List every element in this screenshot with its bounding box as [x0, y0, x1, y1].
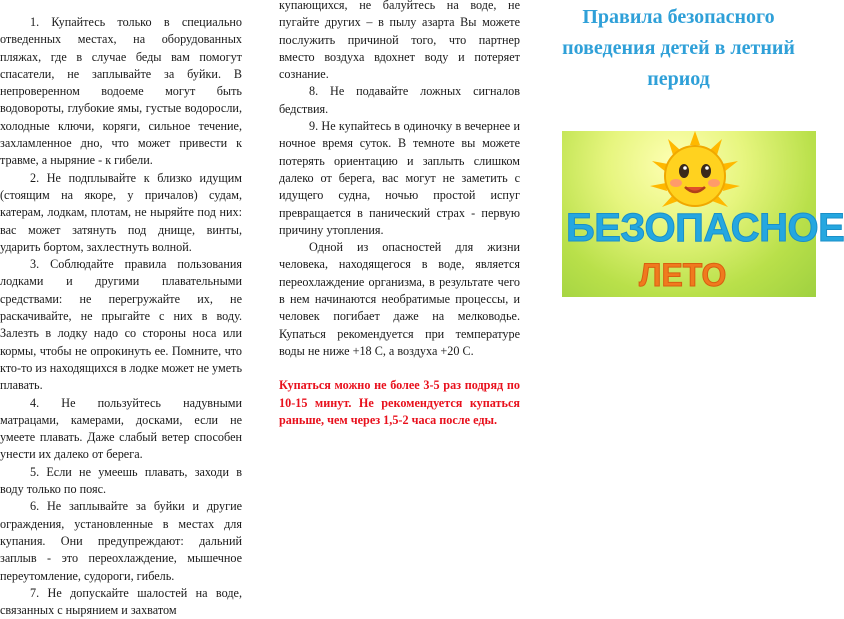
rule-paragraph: 2. Не подплывайте к близко идущим (стоящим на якоре, у причалов) судам, катерам, лодкам, плотам, не ныряйте под них: вас может затянуть под днище, винты, ударить бортом, захлестнуть волной.: [0, 170, 242, 254]
warning-text: Купаться можно не более 3-5 раз подряд по 10-15 минут. Не рекомендуется купаться раньше, чем через 1,5-2 часа после еды.: [279, 378, 520, 427]
rule-paragraph: 1. Купайтесь только в специально отведенных местах, на оборудованных пляжах, где в случае беды вам помогут спасатели, не заплывайте за буйки. В непроверенном водоеме могут быть водовороты, глубокие ямы, густые водоросли, холодные ключи, коряги, сильное течение, захламленное дно, что может привести к травме, а ныряние - к гибели.: [0, 15, 242, 168]
rules-column-2: [279, 0, 520, 429]
rule-paragraph: 7. Не допускайте шалостей на воде, связанных с нырянием и захватом: [0, 585, 242, 618]
rule-paragraph: 8. Не подавайте ложных сигналов бедствия.: [279, 84, 520, 116]
rule-paragraph: 5. Если не умеешь плавать, заходи в воду только по пояс.: [0, 464, 242, 497]
rule-paragraph: 6. Не заплывайте за буйки и другие ограждения, установленные в местах для купания. Они предупреждают: дальний заплыв - это переохлаждение, мышечное переутомление, судороги, гибель.: [0, 499, 242, 583]
rule-paragraph: 4. Не пользуйтесь надувными матрацами, камерами, досками, если не умеете плавать. Даже слабый ветер способен унести их далеко от берега.: [0, 395, 242, 462]
banner-title-line1: БЕЗОПАСНОЕ: [566, 206, 844, 250]
page-title: Правила безопасного поведения детей в летний период: [562, 6, 795, 90]
rule-paragraph: 3. Соблюдайте правила пользования лодками и другими плавательными средствами: не перегружайте их, не раскачивайте, не прыгайте с них в воду. Залезть в лодку надо со стороны носа или кормы, чтобы не опрокинуть ее. Помните, что кто-то из находящихся в лодке может не уметь плавать.: [0, 257, 242, 393]
rules-column-1: [0, 14, 242, 619]
rule-paragraph: 9. Не купайтесь в одиночку в вечернее и ночное время суток. В темноте вы можете потерять ориентацию и заплыть слишком далеко от берега, вас могут не заметить с идущего судна, ночью простой испуг превращается в панический страх - первую причину утопления.: [279, 119, 520, 237]
banner-title-line2: ЛЕТО: [639, 257, 727, 293]
rule-paragraph: Одной из опасностей для жизни человека, находящегося в воде, является переохлаждение организма, в результате чего в нем начинаются необратимые процессы, и человек погибает даже на мелководье. Купаться рекомендуется при температуре воды не ниже +18 С, а воздуха +20 С.: [279, 240, 520, 358]
safe-summer-banner: [562, 131, 844, 297]
sun-icon: [640, 131, 750, 213]
rule-paragraph: купающихся, не балуйтесь на воде, не пугайте других – в пылу азарта Вы можете послужить причиной того, что партнер вместо воздуха вдохнет воду и потеряет сознание.: [279, 0, 520, 82]
